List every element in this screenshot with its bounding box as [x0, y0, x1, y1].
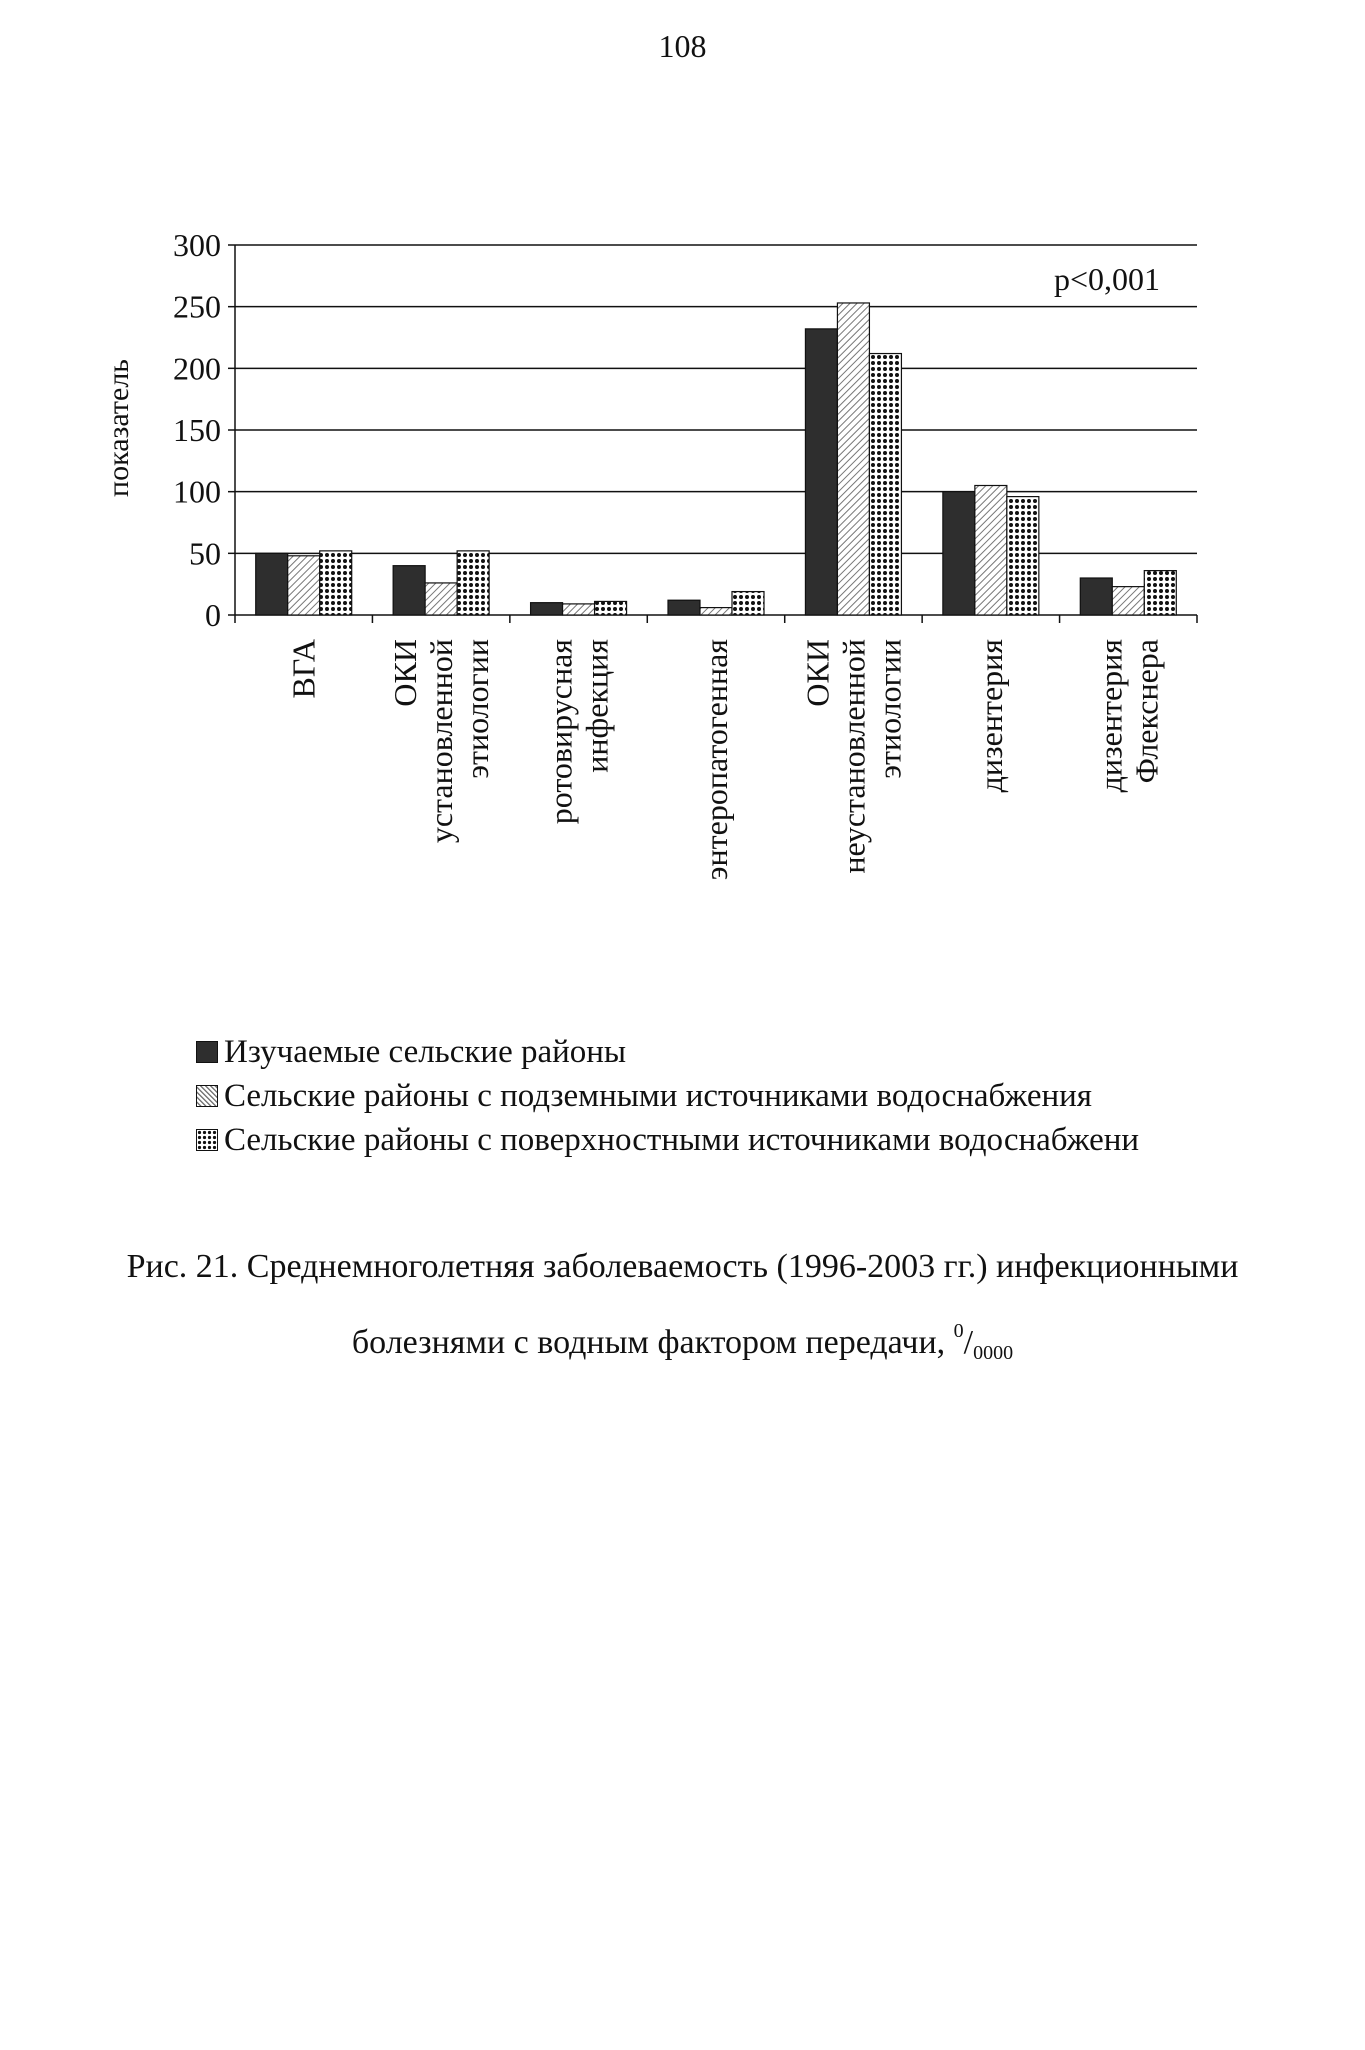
y-tick-label: 0: [205, 597, 221, 633]
bar-dark: [531, 603, 563, 615]
category-label: дизентерия: [972, 639, 1009, 793]
legend-label: Изучаемые сельские районы: [224, 1034, 627, 1070]
bar-check: [595, 601, 627, 615]
bar-hatch: [1112, 587, 1144, 615]
y-tick-label: 100: [173, 473, 221, 510]
category-label: этиологии: [871, 639, 908, 779]
legend-item-underground: [196, 1074, 1139, 1118]
y-tick-label: 300: [173, 227, 221, 263]
y-tick-label: 200: [173, 350, 221, 387]
bar-check: [320, 551, 352, 615]
bar-dark: [393, 566, 425, 615]
bar-dark: [943, 492, 975, 615]
bar-check: [1007, 497, 1039, 615]
category-label: неустановленной: [835, 639, 872, 874]
category-label: инфекция: [578, 639, 615, 773]
caption-unit-sup: 0: [953, 1320, 964, 1342]
category-label: Флекснера: [1128, 639, 1165, 784]
y-tick-label: 250: [173, 288, 221, 325]
bar-hatch: [425, 583, 457, 615]
legend-item-surface: [196, 1118, 1139, 1162]
y-axis-label: показатель: [102, 359, 135, 497]
bar-chart: [0, 0, 1365, 1000]
bar-dark: [805, 329, 837, 615]
figure-caption: [60, 1235, 1305, 1385]
checkered-swatch-icon: [196, 1129, 218, 1151]
legend-item-studied: [196, 1030, 1139, 1074]
bar-check: [1144, 571, 1176, 615]
category-label: этиологии: [459, 639, 496, 779]
page-number: 108: [658, 28, 707, 64]
bar-dark: [1080, 578, 1112, 615]
legend: [196, 1030, 1139, 1162]
caption-line-2: болезнями с водным фактором передачи, $^0/_{0000}$: [351, 1320, 1014, 1364]
bar-hatch: [975, 486, 1007, 616]
caption-line-2-text: болезнями с водным фактором передачи,: [351, 1324, 946, 1361]
bar-check: [457, 551, 489, 615]
category-label: ОКИ: [387, 639, 424, 707]
category-label: ВГА: [285, 639, 322, 699]
y-tick-label: 50: [189, 535, 221, 572]
category-label: установленной: [423, 639, 460, 844]
hatched-swatch-icon: [196, 1085, 218, 1107]
caption-line-1: Рис. 21. Среднемноголетняя заболеваемость (1996-2003 гг.) инфекционными: [126, 1248, 1239, 1285]
bar-check: [732, 592, 764, 615]
bar-check: [869, 354, 901, 615]
bar-dark: [668, 600, 700, 615]
category-label: энтеропатогенная: [698, 639, 734, 881]
category-label: дизентерия: [1092, 639, 1129, 793]
caption-unit-sub: 0000: [973, 1342, 1014, 1364]
p-value-annotation: p<0,001: [1053, 261, 1160, 297]
bar-hatch: [700, 608, 732, 615]
bar-hatch: [837, 303, 869, 615]
category-label: ротовирусная: [542, 639, 579, 825]
y-tick-label: 150: [173, 412, 221, 448]
dark-swatch-icon: [196, 1041, 218, 1063]
bar-dark: [256, 553, 288, 615]
category-labels: [286, 639, 1165, 880]
bar-hatch: [563, 604, 595, 615]
bars: [256, 303, 1177, 615]
gridlines: [235, 245, 1197, 553]
legend-label: Сельские районы с поверхностными источниками водоснабжени: [224, 1122, 1140, 1158]
bar-hatch: [288, 556, 320, 615]
category-label: ОКИ: [799, 639, 836, 707]
legend-label: Сельские районы с подземными источниками водоснабжения: [224, 1078, 1092, 1114]
